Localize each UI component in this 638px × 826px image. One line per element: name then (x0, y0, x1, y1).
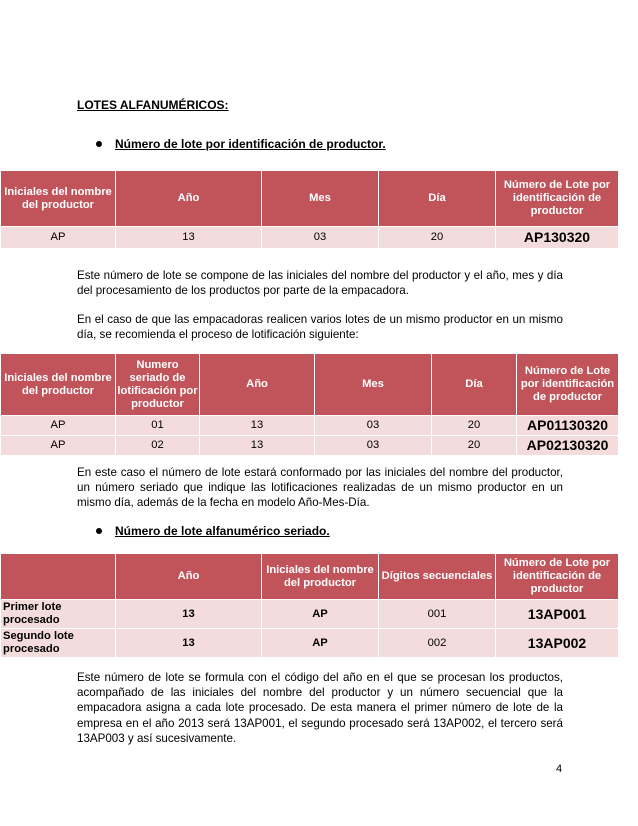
section-heading: LOTES ALFANUMÉRICOS: (77, 98, 229, 112)
table-cell: AP (1, 227, 116, 249)
table-header-row (1, 171, 619, 227)
table-row (1, 436, 619, 456)
table-cell: 13 (116, 629, 262, 658)
bullet-dot-icon (96, 528, 102, 534)
table-row (1, 227, 619, 249)
table-cell: AP (262, 629, 379, 658)
table-cell: 002 (379, 629, 496, 658)
table-header-row (1, 554, 619, 600)
table-cell: AP (1, 436, 116, 456)
table-cell: 13 (200, 436, 315, 456)
table-cell: 20 (432, 436, 517, 456)
table-cell: 02 (116, 436, 200, 456)
row-label-cell: Primer lote procesado (1, 600, 116, 629)
table-cell: AP (262, 600, 379, 629)
table-row (1, 416, 619, 436)
header-cell: Mes (262, 171, 379, 227)
table-cell: 13 (116, 600, 262, 629)
table-lote-alfanumerico-seriado (0, 553, 619, 658)
table-cell: 03 (315, 436, 432, 456)
header-cell: Dígitos secuenciales (379, 554, 496, 600)
lot-number-cell: AP130320 (496, 227, 619, 249)
table-cell: 03 (315, 416, 432, 436)
header-cell: Mes (315, 354, 432, 416)
header-cell (1, 554, 116, 600)
table-cell: 01 (116, 416, 200, 436)
header-cell: Día (432, 354, 517, 416)
header-cell: Día (379, 171, 496, 227)
header-cell: Año (116, 171, 262, 227)
table-cell: 20 (379, 227, 496, 249)
table-lote-seriado-productor (0, 353, 619, 456)
table-cell: 001 (379, 600, 496, 629)
header-cell: Iniciales del nombre del productor (1, 171, 116, 227)
lot-number-cell: AP01130320 (517, 416, 619, 436)
header-cell: Número de Lote por identificación de productor (496, 554, 619, 600)
header-cell: Iniciales del nombre del productor (262, 554, 379, 600)
bullet-dot-icon (96, 141, 102, 147)
paragraph-2: En el caso de que las empacadoras realicen varios lotes de un mismo productor en un mismo día, se recomienda el proceso de lotificación siguiente: (77, 313, 563, 342)
header-cell: Número de Lote por identificación de productor (496, 171, 619, 227)
lot-number-cell: 13AP001 (496, 600, 619, 629)
header-cell: Iniciales del nombre del productor (1, 354, 116, 416)
table-cell: 13 (200, 416, 315, 436)
table-row (1, 600, 619, 629)
lot-number-cell: 13AP002 (496, 629, 619, 658)
table-cell: 03 (262, 227, 379, 249)
paragraph-3: En este caso el número de lote estará conformado por las iniciales del nombre del productor, un número seriado que indique las lotificaciones realizadas de un mismo productor en un mismo día, además de la fecha en modelo Año-Mes-Día. (77, 466, 563, 510)
header-cell: Año (116, 554, 262, 600)
table-header-row (1, 354, 619, 416)
row-label-cell: Segundo lote procesado (1, 629, 116, 658)
paragraph-1: Este número de lote se compone de las iniciales del nombre del productor y el año, mes y día del procesamiento de los productos por parte de la empacadora. (77, 269, 563, 298)
header-cell: Año (200, 354, 315, 416)
table-cell: 13 (116, 227, 262, 249)
bullet-lote-seriado: Número de lote alfanumérico seriado. (115, 524, 330, 538)
table-lote-productor (0, 170, 619, 249)
table-cell: 20 (432, 416, 517, 436)
bullet-lote-productor: Número de lote por identificación de productor. (115, 137, 386, 151)
header-cell: Número de Lote por identificación de productor (517, 354, 619, 416)
table-row (1, 629, 619, 658)
header-cell: Numero seriado de lotificación por productor (116, 354, 200, 416)
page-number: 4 (556, 763, 563, 775)
lot-number-cell: AP02130320 (517, 436, 619, 456)
table-cell: AP (1, 416, 116, 436)
paragraph-4: Este número de lote se formula con el código del año en el que se procesan los productos, acompañado de las iniciales del nombre del productor y un número secuencial que la empacadora asigna a cada lote procesado. De esta manera el primer número de lote de la empresa en el año 2013 será 13AP001, el segundo procesado será 13AP002, el tercero será 13AP003 y así sucesivamente. (77, 671, 563, 745)
